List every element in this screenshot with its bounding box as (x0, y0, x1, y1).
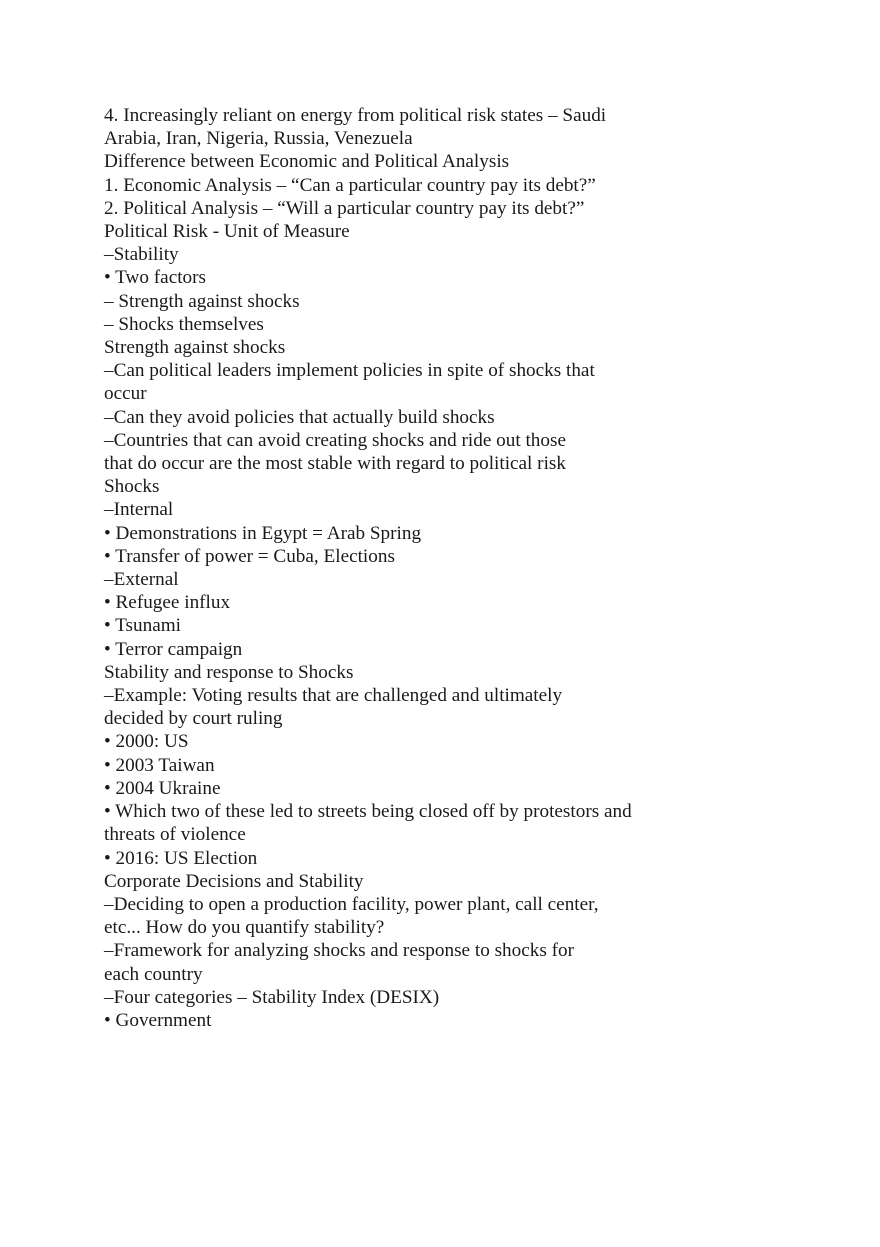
text-line: –Can they avoid policies that actually build shocks (104, 406, 495, 428)
section-heading: Stability and response to Shocks (104, 661, 354, 683)
list-item: 1. Economic Analysis – “Can a particular country pay its debt?” (104, 174, 596, 196)
text-line: occur (104, 383, 147, 405)
text-line: decided by court ruling (104, 708, 283, 730)
text-line: –Stability (104, 244, 179, 266)
bullet-item: • Tsunami (104, 615, 181, 637)
bullet-item: • Two factors (104, 267, 206, 289)
bullet-item: • Government (104, 1009, 212, 1031)
text-line: –Framework for analyzing shocks and response to shocks for (104, 940, 574, 962)
text-line: 4. Increasingly reliant on energy from political risk states – Saudi (104, 105, 607, 126)
bullet-item: • Refugee influx (104, 592, 231, 614)
bullet-item: • 2000: US (104, 731, 189, 753)
bullet-item: • Which two of these led to streets being closed off by protestors and (104, 801, 632, 823)
text-line: Arabia, Iran, Nigeria, Russia, Venezuela (104, 128, 413, 150)
text-line: –Deciding to open a production facility, power plant, call center, (104, 893, 599, 915)
text-line: –Can political leaders implement policies in spite of shocks that (104, 360, 595, 382)
text-line: –Four categories – Stability Index (DESIX) (104, 986, 440, 1008)
text-line: threats of violence (104, 824, 246, 846)
bullet-item: • 2003 Taiwan (104, 754, 215, 776)
section-heading: Corporate Decisions and Stability (104, 870, 364, 892)
document-body (104, 104, 804, 1032)
list-item: 2. Political Analysis – “Will a particular country pay its debt?” (104, 197, 585, 219)
sub-item: – Strength against shocks (104, 290, 300, 312)
bullet-item: • Terror campaign (104, 638, 243, 660)
text-line: etc... How do you quantify stability? (104, 917, 385, 939)
text-line: –External (104, 569, 179, 591)
section-heading: Shocks (104, 476, 160, 498)
section-heading: Political Risk - Unit of Measure (104, 221, 350, 243)
bullet-item: • Demonstrations in Egypt = Arab Spring (104, 522, 422, 544)
text-line: that do occur are the most stable with regard to political risk (104, 453, 566, 475)
text-line: –Internal (104, 499, 174, 521)
text-line: each country (104, 963, 203, 985)
section-heading: Difference between Economic and Political Analysis (104, 151, 510, 173)
section-heading: Strength against shocks (104, 337, 286, 359)
bullet-item: • 2004 Ukraine (104, 777, 221, 799)
text-line: –Countries that can avoid creating shocks and ride out those (104, 429, 566, 451)
bullet-item: • 2016: US Election (104, 847, 258, 869)
sub-item: – Shocks themselves (104, 313, 264, 335)
bullet-item: • Transfer of power = Cuba, Elections (104, 545, 395, 567)
text-line: –Example: Voting results that are challenged and ultimately (104, 685, 563, 707)
